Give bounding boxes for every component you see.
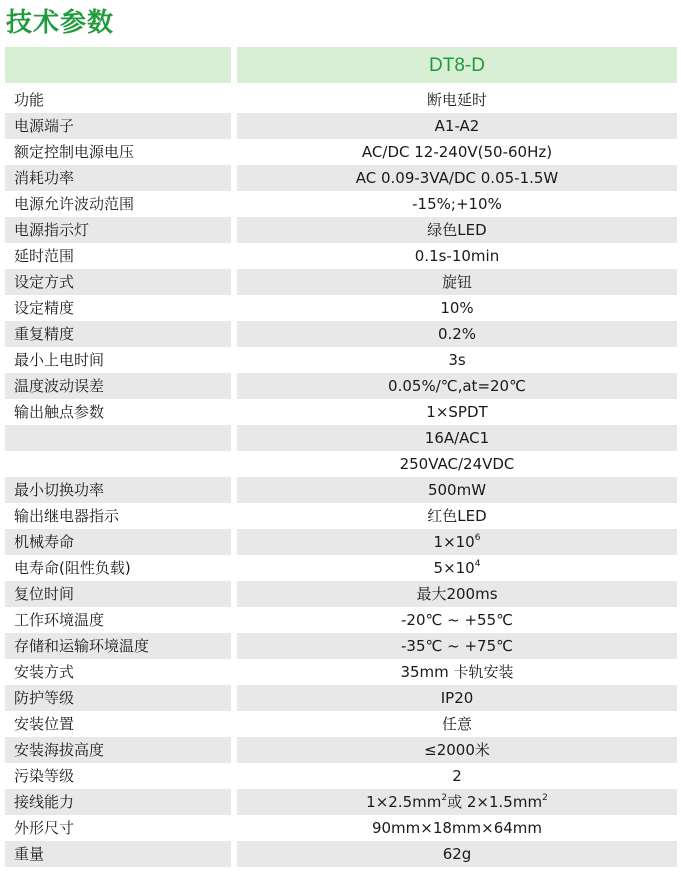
- value-text: 1×SPDT: [426, 403, 488, 421]
- row-value: [237, 477, 677, 503]
- row-label: 防护等级: [5, 685, 231, 711]
- header-label-cell: [5, 47, 231, 83]
- value-text: 断电延时: [426, 91, 487, 109]
- row-label: 机械寿命: [5, 529, 231, 555]
- row-label: 复位时间: [5, 581, 231, 607]
- table-row: [5, 373, 677, 399]
- table-row: [5, 321, 677, 347]
- value-text: 90mm×18mm×64mm: [371, 819, 543, 837]
- table-row: [5, 581, 677, 607]
- value-text: ≤2000米: [424, 741, 490, 759]
- row-value: [237, 529, 677, 555]
- spec-table: [5, 47, 677, 867]
- row-label: 重量: [5, 841, 231, 867]
- value-text: -35℃ ~ +75℃: [401, 637, 513, 655]
- row-label: 消耗功率: [5, 165, 231, 191]
- table-row: [5, 711, 677, 737]
- table-row: [5, 165, 677, 191]
- table-row: [5, 659, 677, 685]
- value-text: 0.2%: [437, 325, 477, 343]
- row-value: [237, 399, 677, 425]
- row-value: [237, 607, 677, 633]
- table-row: [5, 243, 677, 269]
- row-label: 工作环境温度: [14, 611, 105, 629]
- table-header-row: [5, 47, 677, 83]
- table-row: [5, 399, 677, 425]
- table-row: [5, 763, 677, 789]
- table-row: [5, 113, 677, 139]
- value-text: 500mW: [427, 481, 487, 499]
- superscript: 6: [474, 533, 481, 543]
- table-row: [5, 529, 677, 555]
- table-row: [5, 191, 677, 217]
- table-row: [5, 685, 677, 711]
- row-value: [237, 139, 677, 165]
- row-label: 接线能力: [5, 789, 231, 815]
- value-text: -20℃ ~ +55℃: [401, 611, 513, 629]
- value-text: 任意: [441, 715, 472, 733]
- row-label: 功能: [14, 91, 45, 109]
- table-row: [5, 477, 677, 503]
- row-label: 输出继电器指示: [14, 507, 120, 525]
- row-value: [237, 503, 677, 529]
- table-row: [5, 815, 677, 841]
- table-row: [5, 555, 677, 581]
- table-row: [5, 295, 677, 321]
- row-value: [237, 815, 677, 841]
- row-value: [237, 789, 677, 815]
- row-label: 温度波动误差: [5, 373, 231, 399]
- row-label: 存储和运输环境温度: [5, 633, 231, 659]
- row-value: [237, 425, 677, 451]
- row-value: [237, 269, 677, 295]
- row-label: 重复精度: [5, 321, 231, 347]
- row-label: 最小上电时间: [14, 351, 105, 369]
- row-value: [237, 347, 677, 373]
- table-row: [5, 607, 677, 633]
- row-value: [237, 763, 677, 789]
- table-row: [5, 269, 677, 295]
- value-text: 1×10: [433, 533, 475, 551]
- row-value: [237, 191, 677, 217]
- table-row: [5, 347, 677, 373]
- table-row: [5, 633, 677, 659]
- table-row: [5, 217, 677, 243]
- value-text: 2: [452, 767, 462, 785]
- row-label: 额定控制电源电压: [14, 143, 135, 161]
- value-text: 250VAC/24VDC: [399, 455, 515, 473]
- value-text: 绿色LED: [427, 221, 487, 239]
- row-label: 最小切换功率: [5, 477, 231, 503]
- row-label: 安装海拔高度: [5, 737, 231, 763]
- row-label: 电源端子: [5, 113, 231, 139]
- row-label: 输出触点参数: [14, 403, 105, 421]
- value-text: -15%;+10%: [412, 195, 502, 213]
- value-text: 红色LED: [427, 507, 487, 525]
- row-label: 电源指示灯: [5, 217, 231, 243]
- value-text: AC/DC 12-240V(50-60Hz): [361, 143, 553, 161]
- value-text: 1×2.5mm: [366, 793, 442, 811]
- value-text: 62g: [442, 845, 472, 863]
- row-label: 外形尺寸: [14, 819, 75, 837]
- row-label: [5, 451, 231, 477]
- model-header: DT8-D: [237, 47, 677, 83]
- spec-rows: [5, 87, 677, 867]
- value-text: 0.1s-10min: [414, 247, 500, 265]
- value-text: 最大200ms: [416, 585, 498, 603]
- row-value: [237, 451, 677, 477]
- row-value: [237, 633, 677, 659]
- row-label: 延时范围: [14, 247, 75, 265]
- value-text: IP20: [440, 689, 474, 707]
- table-row: [5, 451, 677, 477]
- superscript: 2: [441, 793, 448, 803]
- table-row: [5, 425, 677, 451]
- table-row: [5, 841, 677, 867]
- table-row: [5, 737, 677, 763]
- row-value: [237, 165, 677, 191]
- row-value: [237, 87, 677, 113]
- value-text: 旋钮: [441, 273, 472, 291]
- table-row: [5, 87, 677, 113]
- row-value: [237, 685, 677, 711]
- table-row: [5, 789, 677, 815]
- row-value: [237, 321, 677, 347]
- superscript: 4: [474, 559, 481, 569]
- row-value: [237, 581, 677, 607]
- row-label: 电寿命(阻性负载): [14, 559, 131, 577]
- table-row: [5, 503, 677, 529]
- row-label: 安装位置: [14, 715, 75, 733]
- table-row: [5, 139, 677, 165]
- row-label: 污染等级: [14, 767, 75, 785]
- row-value: [237, 373, 677, 399]
- value-text: 3s: [448, 351, 466, 369]
- value-text: 0.05%/℃,at=20℃: [388, 377, 526, 395]
- value-text: 10%: [440, 299, 474, 317]
- row-label: 设定精度: [14, 299, 75, 317]
- row-value: [237, 555, 677, 581]
- value-text: 16A/AC1: [424, 429, 490, 447]
- value-text: 5×10: [433, 559, 475, 577]
- row-value: [237, 243, 677, 269]
- value-text: 或 2×1.5mm: [447, 793, 543, 811]
- row-label: [5, 425, 231, 451]
- row-value: [237, 295, 677, 321]
- row-label: 设定方式: [5, 269, 231, 295]
- value-text: A1-A2: [434, 117, 480, 135]
- row-value: [237, 659, 677, 685]
- row-value: [237, 737, 677, 763]
- value-text: 35mm 卡轨安装: [400, 663, 514, 681]
- row-value: [237, 113, 677, 139]
- row-label: 电源允许波动范围: [14, 195, 135, 213]
- superscript: 2: [542, 793, 548, 803]
- value-text: AC 0.09-3VA/DC 0.05-1.5W: [355, 169, 559, 187]
- row-label: 安装方式: [14, 663, 75, 681]
- row-value: [237, 841, 677, 867]
- page-title: 技术参数: [6, 8, 115, 38]
- row-value: [237, 217, 677, 243]
- row-value: [237, 711, 677, 737]
